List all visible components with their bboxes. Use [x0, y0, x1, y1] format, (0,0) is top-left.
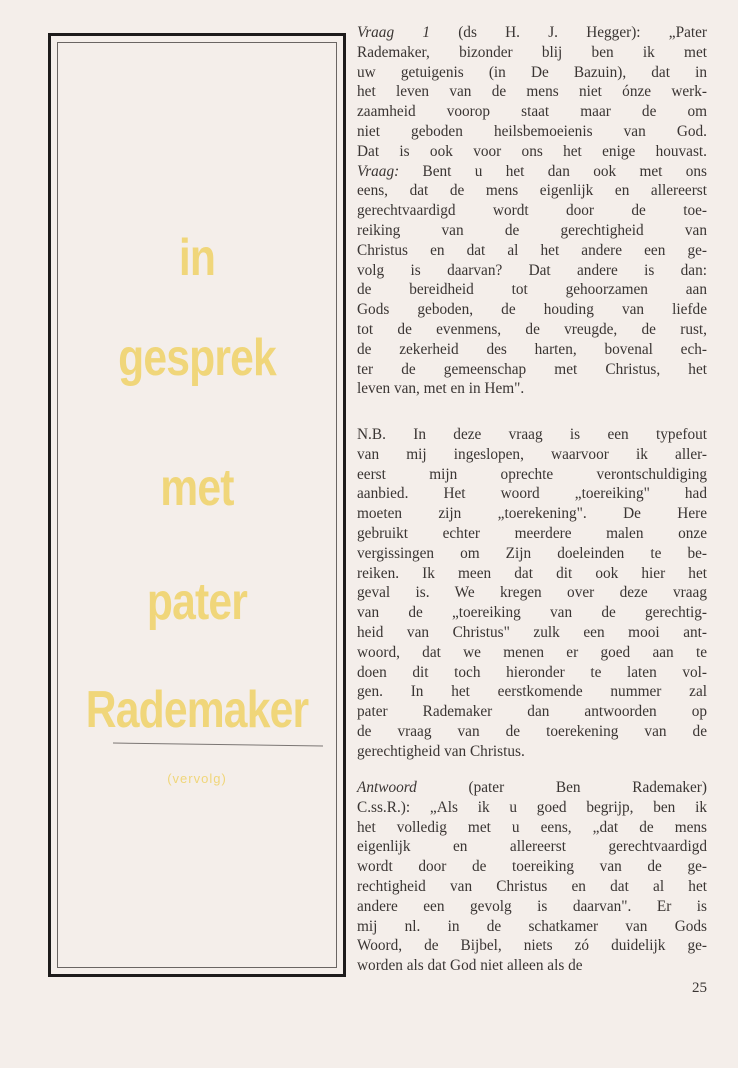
- text-line: [357, 818, 707, 838]
- line-text: Rademaker, bizonder blij ben ik met: [357, 43, 707, 61]
- text-line: [357, 564, 707, 584]
- line-text: rechtigheid van Christus en dat al het: [357, 877, 707, 895]
- title-word: gesprek: [118, 329, 276, 387]
- text-line: [357, 702, 707, 722]
- text-line: [357, 201, 707, 221]
- text-line: [357, 465, 707, 485]
- line-text: eerst mijn oprechte verontschuldiging: [357, 465, 707, 483]
- text-line: [357, 300, 707, 320]
- line-text: Gods geboden, de houding van liefde: [357, 301, 707, 319]
- text-line: [357, 524, 707, 544]
- text-line: [357, 181, 707, 201]
- line-text: Bent u het dan ook met ons: [399, 162, 707, 180]
- text-line: [357, 320, 707, 340]
- line-text: heid van Christus" zulk een mooi ant-: [357, 623, 707, 641]
- italic-lead: Vraag 1: [357, 24, 430, 41]
- text-line: [357, 778, 707, 798]
- text-line: [357, 877, 707, 897]
- text-line: [357, 122, 707, 142]
- line-text: Dat is ook voor ons het enige houvast.: [357, 142, 707, 160]
- text-line: [357, 897, 707, 917]
- line-text: (ds H. J. Hegger): „Pater: [429, 24, 707, 41]
- text-line: [357, 603, 707, 623]
- italic-lead: Vraag:: [357, 162, 400, 180]
- text-line: [357, 425, 707, 445]
- line-text: moeten zijn „toerekening". De Here: [357, 505, 707, 523]
- text-line: [357, 857, 707, 877]
- line-text: ter de gemeenschap met Christus, het: [357, 360, 707, 378]
- line-text: de zekerheid des harten, bovenal ech-: [357, 340, 707, 358]
- line-text: zaamheid voorop staat maar de om: [357, 103, 707, 121]
- title-word: Rademaker: [85, 681, 309, 739]
- line-text: wordt door de toereiking van de ge-: [357, 858, 707, 876]
- line-text: woord, dat we menen er goed aan te: [357, 643, 707, 661]
- text-line: [357, 221, 707, 241]
- text-line: [357, 544, 707, 564]
- line-text: aanbied. Het woord „toereiking" had: [357, 485, 707, 503]
- title-frame: [48, 33, 346, 977]
- paragraph-question: [357, 23, 707, 399]
- line-text: gerechtigheid van Christus.: [357, 742, 525, 760]
- text-line: [357, 102, 707, 122]
- line-text: van mij ingeslopen, waarvoor ik aller-: [357, 445, 707, 463]
- text-line: [357, 162, 707, 182]
- text-line: [357, 340, 707, 360]
- text-line: [357, 379, 707, 399]
- italic-lead: Antwoord: [357, 779, 417, 796]
- text-line: [357, 956, 707, 976]
- text-line: [357, 936, 707, 956]
- line-text: gerechtvaardigd wordt door de toe-: [357, 202, 707, 220]
- text-line: [357, 663, 707, 683]
- line-text: vergissingen om Zijn doeleinden te be-: [357, 544, 707, 562]
- line-text: gen. In het eerstkomende nummer zal: [357, 683, 707, 701]
- line-text: geval is. We kregen over deze vraag: [357, 584, 707, 602]
- line-text: pater Rademaker dan antwoorden op: [357, 703, 707, 721]
- line-text: uw getuigenis (in De Bazuin), dat in: [357, 63, 707, 81]
- paragraph-answer: [357, 778, 707, 976]
- text-line: [357, 917, 707, 937]
- line-text: gebruikt echter meerdere malen onze: [357, 524, 707, 542]
- title-word: in: [178, 229, 216, 287]
- text-line: [357, 798, 707, 818]
- title-word: met: [160, 459, 234, 517]
- text-line: [357, 360, 707, 380]
- text-line: [357, 142, 707, 162]
- text-line: [357, 63, 707, 83]
- line-text: van de „toereiking van de gerechtig-: [357, 604, 707, 622]
- line-text: eens, dat de mens eigenlijk en allereerst: [357, 182, 707, 200]
- line-text: andere een gevolg is daarvan". Er is: [357, 897, 707, 915]
- text-line: [357, 261, 707, 281]
- text-line: [357, 241, 707, 261]
- title-word: pater: [146, 573, 248, 631]
- line-text: niet geboden heilsbemoeienis van God.: [357, 122, 707, 140]
- text-line: [357, 43, 707, 63]
- line-text: (pater Ben Rademaker): [416, 779, 707, 796]
- text-line: [357, 643, 707, 663]
- line-text: Christus en dat al het andere een ge-: [357, 241, 707, 259]
- paragraph-note: [357, 425, 707, 762]
- line-text: volg is daarvan? Dat andere is dan:: [357, 261, 707, 279]
- line-text: worden als dat God niet alleen als de: [357, 957, 583, 975]
- line-text: eigenlijk en allereerst gerechtvaardigd: [357, 838, 707, 856]
- text-line: [357, 504, 707, 524]
- line-text: leven van, met en in Hem".: [357, 380, 525, 398]
- line-text: Woord, de Bijbel, niets zó duidelijk ge-: [357, 937, 707, 955]
- text-line: [357, 82, 707, 102]
- line-text: mij nl. in de schatkamer van Gods: [357, 917, 707, 935]
- line-text: doen dit toch hieronder te laten vol-: [357, 663, 707, 681]
- text-line: [357, 484, 707, 504]
- line-text: C.ss.R.): „Als ik u goed begrijp, ben ik: [357, 798, 707, 816]
- text-line: [357, 23, 707, 43]
- text-line: [357, 722, 707, 742]
- line-text: het volledig met u eens, „dat de mens: [357, 818, 707, 836]
- text-line: [357, 623, 707, 643]
- text-line: [357, 682, 707, 702]
- text-line: [357, 280, 707, 300]
- line-text: het leven van de mens niet ónze werk-: [357, 83, 707, 101]
- text-line: [357, 742, 707, 762]
- line-text: de bereidheid tot gehoorzamen aan: [357, 281, 707, 299]
- line-text: reiken. Ik meen dat dit ook hier het: [357, 564, 707, 582]
- line-text: N.B. In deze vraag is een typefout: [357, 426, 707, 443]
- text-line: [357, 837, 707, 857]
- subtitle: (vervolg): [167, 771, 227, 786]
- line-text: reiking van de gerechtigheid van: [357, 221, 707, 239]
- line-text: de vraag van de toerekening van de: [357, 722, 707, 740]
- page-number: 25: [692, 980, 707, 996]
- line-text: tot de evenmens, de vreugde, de rust,: [357, 320, 707, 338]
- text-line: [357, 445, 707, 465]
- text-line: [357, 583, 707, 603]
